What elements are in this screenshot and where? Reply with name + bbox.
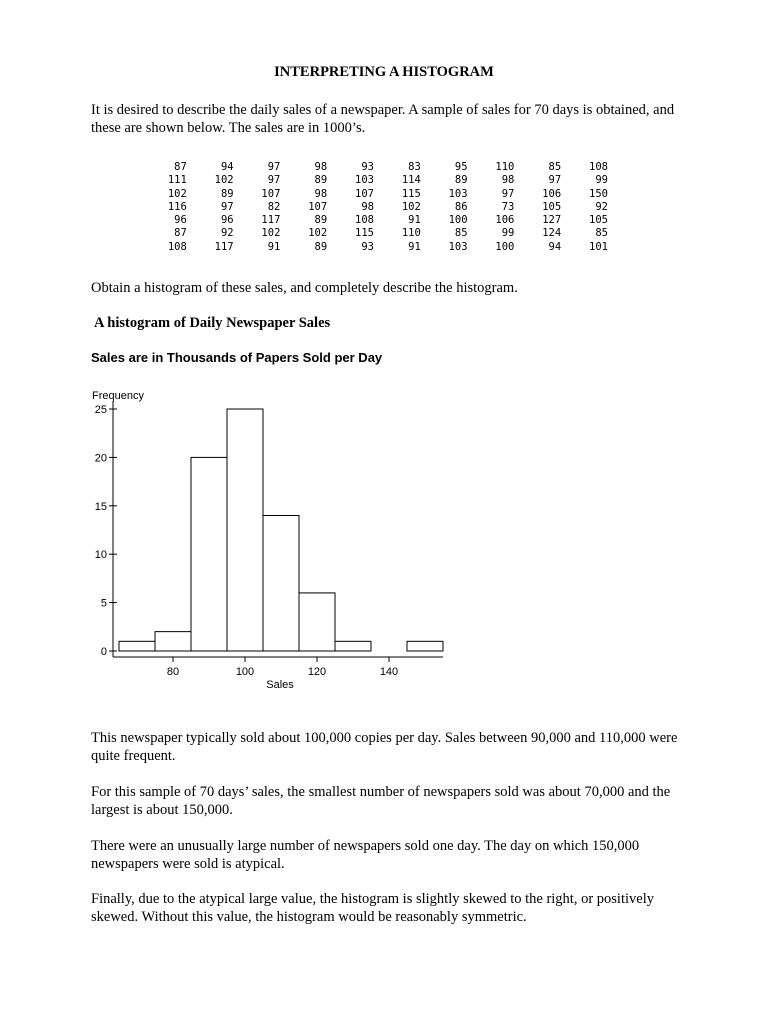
table-row — [140, 201, 608, 214]
table-cell: 89 — [220, 187, 234, 200]
table-cell: 85 — [454, 227, 468, 240]
histogram-subheading: Sales are in Thousands of Papers Sold per Day — [91, 350, 383, 365]
sales-data-body — [140, 161, 608, 254]
y-tick-label: 20 — [94, 452, 107, 465]
histogram-chart — [88, 385, 458, 695]
table-cell: 83 — [408, 161, 421, 173]
x-axis-ticks — [167, 657, 398, 678]
table-cell: 98 — [314, 187, 328, 200]
y-tick-label: 15 — [94, 500, 107, 513]
table-cell: 93 — [361, 161, 374, 173]
table-cell: 103 — [448, 187, 468, 200]
table-cell: 94 — [220, 161, 234, 173]
table-cell: 91 — [408, 214, 421, 227]
document-title: INTERPRETING A HISTOGRAM — [274, 64, 494, 80]
table-cell: 89 — [454, 174, 468, 187]
table-cell: 108 — [167, 240, 187, 253]
table-cell: 91 — [267, 240, 281, 253]
histogram-bar — [263, 515, 299, 651]
table-cell: 85 — [548, 161, 562, 173]
y-axis-label: Frequency — [92, 390, 144, 402]
x-tick-label: 80 — [166, 666, 180, 678]
x-axis-label: Sales — [266, 679, 294, 691]
table-cell: 89 — [314, 174, 328, 187]
intro-paragraph: It is desired to describe the daily sales of a newspaper. A sample of sales for 70 days is obtained, and these are shown below. The sales are in 1000’s. — [91, 102, 675, 136]
table-cell: 107 — [355, 187, 374, 200]
interpretation-paragraph-1: This newspaper typically sold about 100,000 copies per day. Sales between 90,000 and 110,000 were quite frequent. — [91, 730, 678, 764]
histogram-bar — [227, 409, 263, 651]
sales-data-table — [140, 161, 608, 254]
histogram-bar — [299, 593, 335, 651]
table-cell: 103 — [355, 174, 374, 187]
table-cell: 99 — [595, 174, 608, 187]
interpretation-paragraph-4: Finally, due to the atypical large value, the histogram is slightly skewed to the right, or positively skewed. Without this value, the histogram would be reasonably symmetric. — [91, 891, 654, 925]
histogram-bar — [191, 457, 227, 651]
table-cell: 89 — [314, 240, 328, 253]
table-row — [140, 188, 608, 201]
table-cell: 110 — [495, 161, 515, 173]
table-cell: 85 — [595, 227, 608, 240]
y-tick-label: 0 — [100, 646, 107, 658]
table-cell: 124 — [542, 227, 562, 240]
y-tick-label: 5 — [100, 597, 107, 610]
table-cell: 102 — [261, 227, 281, 240]
table-cell: 111 — [167, 174, 187, 187]
histogram-heading: A histogram of Daily Newspaper Sales — [94, 315, 331, 331]
table-cell: 117 — [214, 240, 234, 253]
table-cell: 97 — [548, 174, 562, 187]
table-cell: 103 — [448, 240, 468, 253]
table-cell: 87 — [174, 227, 187, 240]
table-cell: 98 — [361, 200, 374, 213]
table-cell: 95 — [454, 161, 468, 173]
table-cell: 92 — [220, 227, 234, 240]
table-cell: 100 — [448, 214, 468, 227]
table-cell: 97 — [220, 200, 234, 213]
table-cell: 110 — [401, 227, 421, 240]
table-cell: 105 — [542, 200, 562, 213]
histogram-bar — [407, 641, 443, 651]
table-cell: 97 — [501, 187, 515, 200]
table-cell: 89 — [314, 214, 328, 227]
interpretation-paragraph-3: There were an unusually large number of newspapers sold one day. The day on which 150,000 newspapers were sold is atypical. — [91, 838, 640, 872]
table-cell: 114 — [401, 174, 421, 187]
table-cell: 96 — [220, 214, 234, 227]
table-row — [140, 174, 608, 187]
x-tick-label: 100 — [235, 666, 255, 678]
table-cell: 98 — [314, 161, 328, 173]
table-cell: 116 — [167, 200, 187, 213]
table-cell: 108 — [589, 161, 608, 173]
table-row — [140, 227, 608, 240]
table-cell: 106 — [542, 187, 562, 200]
table-cell: 117 — [261, 214, 281, 227]
table-cell: 99 — [501, 227, 515, 240]
table-cell: 97 — [267, 174, 281, 187]
table-cell: 100 — [495, 240, 515, 253]
table-cell: 101 — [589, 240, 608, 253]
table-row — [140, 214, 608, 227]
table-cell: 107 — [261, 187, 281, 200]
table-cell: 94 — [548, 240, 562, 253]
table-cell: 86 — [454, 200, 468, 213]
x-tick-label: 120 — [307, 666, 327, 678]
table-cell: 150 — [589, 187, 608, 200]
table-cell: 97 — [267, 161, 281, 173]
interpretation-paragraph-2: For this sample of 70 days’ sales, the smallest number of newspapers sold was about 70,000 and the largest is about 150,000. — [91, 784, 671, 818]
y-tick-label: 25 — [94, 404, 107, 416]
table-cell: 106 — [495, 214, 515, 227]
table-row — [140, 241, 608, 254]
table-cell: 127 — [542, 214, 562, 227]
table-cell: 108 — [355, 214, 374, 227]
table-cell: 98 — [501, 174, 515, 187]
table-cell: 115 — [401, 187, 421, 200]
table-cell: 92 — [595, 200, 608, 213]
table-cell: 105 — [589, 214, 608, 227]
x-tick-label: 140 — [379, 666, 399, 678]
table-cell: 96 — [174, 214, 187, 227]
histogram-bars — [119, 409, 443, 651]
table-cell: 87 — [174, 161, 187, 173]
histogram-bar — [155, 632, 191, 651]
table-cell: 102 — [167, 187, 187, 200]
table-cell: 115 — [355, 227, 374, 240]
table-cell: 102 — [308, 227, 328, 240]
y-tick-label: 10 — [94, 549, 107, 562]
table-cell: 82 — [267, 200, 281, 213]
table-cell: 102 — [401, 200, 421, 213]
table-cell: 107 — [308, 200, 328, 213]
histogram-bar — [335, 641, 371, 651]
y-axis-ticks — [95, 404, 117, 658]
table-row — [140, 161, 608, 174]
histogram-bar — [119, 641, 155, 651]
table-cell: 91 — [408, 240, 421, 253]
task-paragraph: Obtain a histogram of these sales, and completely describe the histogram. — [91, 280, 518, 296]
table-cell: 93 — [361, 240, 374, 253]
table-cell: 102 — [214, 174, 234, 187]
table-cell: 73 — [501, 200, 515, 213]
